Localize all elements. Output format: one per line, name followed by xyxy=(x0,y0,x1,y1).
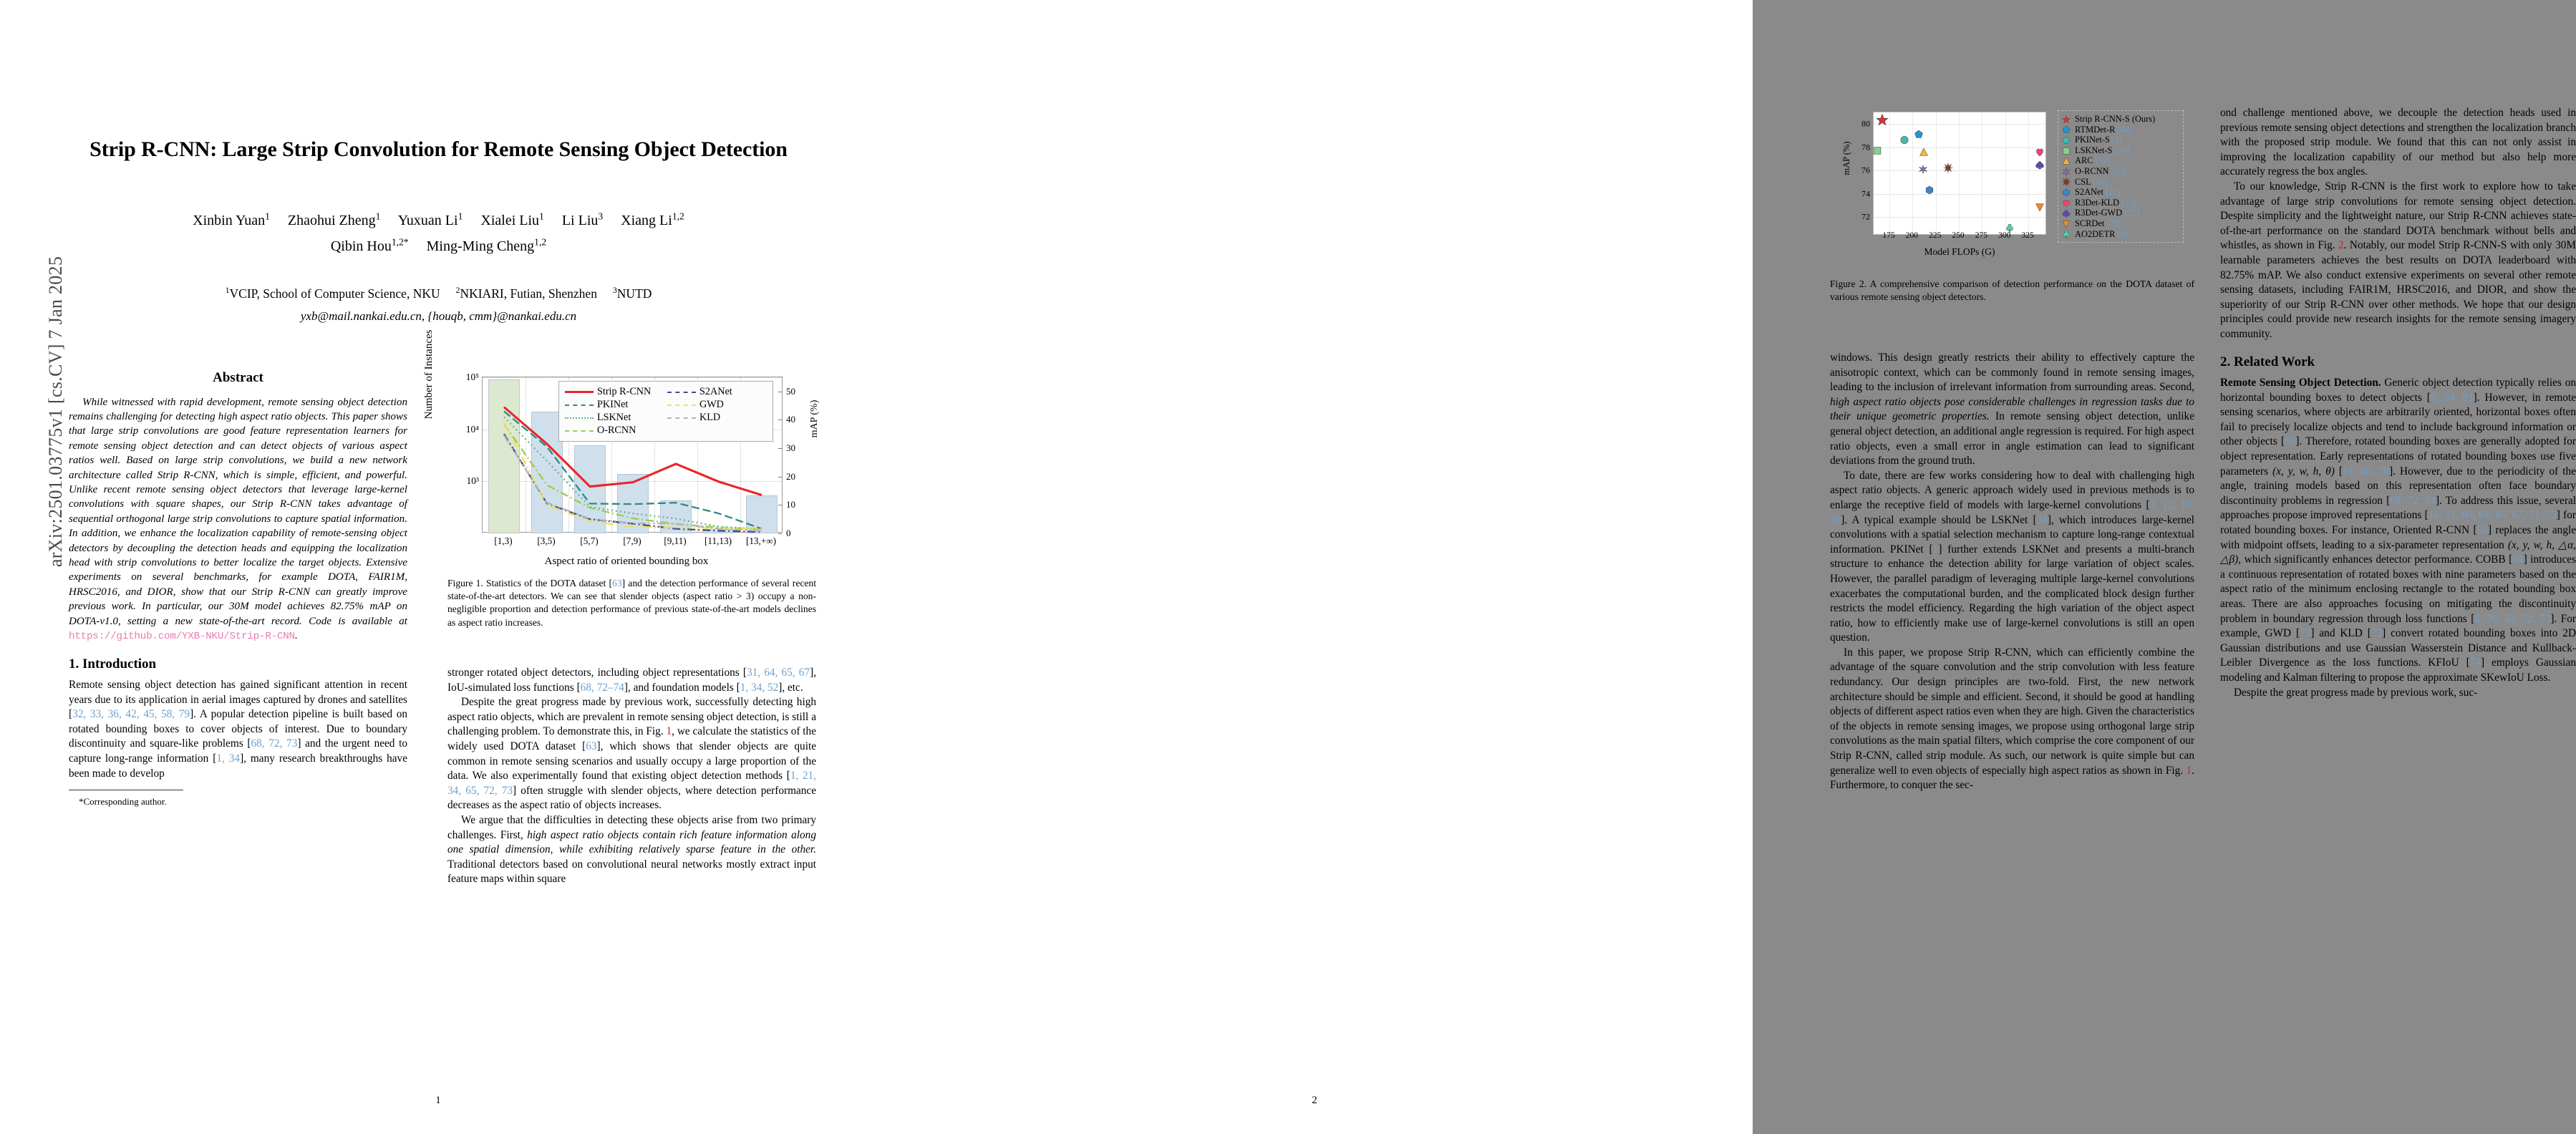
figure-1-legend-label: O-RCNN xyxy=(597,425,636,436)
column-3 xyxy=(1830,351,2194,793)
citation-group[interactable]: [65] xyxy=(2111,165,2126,176)
emphasized-claim: high aspect ratio objects contain rich feature information along one spatial dimension, while exhibiting relatively sparse feature in the other. xyxy=(447,828,816,856)
figure-2-legend-marker xyxy=(2062,135,2071,145)
figure-2-legend-item xyxy=(2062,229,2179,240)
citation-group[interactable]: [34] xyxy=(2114,145,2130,155)
figure-2-legend-marker xyxy=(2062,188,2071,197)
page-title: Strip R-CNN: Large Strip Convolution for Remote Sensing Object Detection xyxy=(89,137,788,161)
figure-2-data-point xyxy=(1899,135,1909,148)
citation-group[interactable]: 63 xyxy=(612,578,622,588)
figure-2-legend-item xyxy=(2062,177,2179,188)
figure-2-x-tick: 250 xyxy=(1952,231,1965,240)
figure-2-legend-marker xyxy=(2062,219,2071,228)
citation-group[interactable]: 1, 34 xyxy=(216,752,241,765)
figure-2-x-tick: 225 xyxy=(1929,231,1942,240)
figure-reference[interactable]: 1 xyxy=(2186,764,2192,777)
citation-group[interactable]: 11, 40, 70 xyxy=(2342,465,2390,478)
figure-1-plot-area xyxy=(423,329,820,570)
figure-1-y-tick-right: 0 xyxy=(786,528,791,538)
column-2 xyxy=(447,666,816,887)
figure-2-data-point xyxy=(2035,203,2044,215)
figure-2-legend-item xyxy=(2062,155,2179,166)
figure-1-legend-item xyxy=(565,425,664,437)
figure-1-legend-item xyxy=(667,412,767,424)
figure-2-legend-item xyxy=(2062,208,2179,218)
abstract-text-tail: . xyxy=(294,630,298,642)
figure-2-legend-item xyxy=(2062,135,2179,145)
citation-group[interactable]: 1 xyxy=(1932,543,1939,556)
figure-2-x-tick: 300 xyxy=(1998,231,2011,240)
author-6: Qibin Hou$^{1,2*}$ xyxy=(330,236,409,254)
author-4: Li Liu$^3$ xyxy=(561,210,604,228)
figure-2-legend-marker xyxy=(2062,125,2071,134)
legend-spacer xyxy=(667,425,767,437)
citation-group[interactable]: 68, 72–74 xyxy=(580,681,624,694)
abstract-body xyxy=(69,395,407,644)
figure-1-legend xyxy=(558,381,773,442)
col3-paragraph-2: To date, there are few works considering how to deal with challenging high aspect ratio objects. A generic approach widely used in previous methods is to enlarge the receptive field of models with large-kernel convolutions [3, 12, 13, 38]. A typical example should be LSKNet [34], which introduces large-kernel convolutions with a spatial selection mechanism to capture long-range contextual information. PKINet [1] further extends LSKNet and presents a multi-branch structure to enhance the detection ability for large variation of object scales. However, the parallel paradigm of leveraging multiple large-kernel convolutions exacerbates the computational burden, and the complicated block design further restricts the model efficiency. Regarding the high variation of the object aspect ratio, how to efficiently make use of large-kernel convolutions is still an open question. xyxy=(1830,469,2194,644)
figure-2-data-point xyxy=(1919,147,1928,160)
author-1: Zhaohui Zheng$^1$ xyxy=(287,210,381,228)
code-url-link[interactable]: https://github.com/YXB-NKU/Strip-R-CNN xyxy=(69,631,295,643)
figure-2-legend-marker xyxy=(2062,177,2071,186)
figure-2-legend-marker xyxy=(2062,198,2071,208)
figure-1-legend-label: Strip R-CNN xyxy=(597,386,652,397)
figure-1-legend-item xyxy=(565,386,664,398)
intro-paragraph-1: Remote sensing object detection has gained significant attention in recent years due to its application in aerial images captured by drones and satellites [32, 33, 36, 42, 45, 58, 79]. A popular detection pipeline is built based on rotated bounding boxes to cover objects of interest. Due to boundary discontinuity and square-like problems [68, 72, 73] and the urgent need to capture long-range information [1, 34], many research breakthroughs have been made to develop xyxy=(69,679,408,780)
grid-line xyxy=(1936,112,1937,234)
figure-2-y-tick: 76 xyxy=(1861,165,1870,175)
figure-2-legend-marker xyxy=(2062,229,2071,238)
figure-1-legend-swatch xyxy=(565,404,594,406)
figure-1-legend-label: KLD xyxy=(699,412,721,423)
figure-2-data-point xyxy=(1914,130,1924,142)
figure-reference[interactable]: 2 xyxy=(2338,239,2344,252)
figure-2-data-point xyxy=(1876,114,1888,130)
figure-1-legend-swatch xyxy=(667,392,696,393)
figure-2-legend-label: RTMDet-R [44] xyxy=(2075,124,2133,135)
tick-mark xyxy=(778,533,782,534)
figure-2-legend-item xyxy=(2062,125,2179,135)
col3-paragraph-1: windows. This design greatly restricts their ability to effectively capture the anisotropic context, which can be commonly found in remote sensing images, leading to the inclusion of irrelevant information from surrounding areas. Second, high aspect ratio objects pose considerable challenges in regression tasks due to their unique geometric properties. In remote sensing object detection, unlike general object detection, an additional angle regression is required. For high aspect ratio objects, even a small error in angle estimation can lead to significant deviations from the ground truth. xyxy=(1830,352,2194,467)
figure-2-data-point xyxy=(1873,146,1882,159)
figure-1-x-axis-label: Aspect ratio of oriented bounding box xyxy=(544,556,709,567)
figure-2-axes xyxy=(1861,112,2046,235)
figure-1 xyxy=(423,329,820,629)
figure-1-y-tick-right: 10 xyxy=(786,499,795,510)
citation-group[interactable]: 16, 31, 60, 64, 65, 67, 71, 75 xyxy=(2428,509,2557,522)
page-number-right: 2 xyxy=(1312,1095,1317,1106)
col2-paragraph-2: Despite the great progress made by previous work, successfully detecting high aspect ratio objects, which are prevalent in remote sensing object detection, is still a challenging problem. To demonstrate this, in Fig. 1, we calculate the statistics of the widely used DOTA dataset [63], which shows that slender objects are quite common in remote sensing scenarios and usually occupy a large proportion of the data. We also experimentally found that existing object detection methods [1, 21, 34, 65, 72, 73] often struggle with slender objects, where detection performance decreases as the aspect ratio of objects increases. xyxy=(447,696,817,812)
figure-1-x-tick: [3,5) xyxy=(537,536,556,546)
figure-1-x-tick: [11,13) xyxy=(704,536,732,546)
col4-paragraph-1: ond challenge mentioned above, we decouple the detection heads used in previous remote sensing object detections and strengthen the localization branch with the proposed strip module. We found that this can not only assist in improving the localization capability of our method but also help more accurately regress the box angles. xyxy=(2220,107,2576,178)
figure-1-legend-label: LSKNet xyxy=(597,412,631,423)
figure-1-legend-swatch xyxy=(565,417,594,419)
col2-paragraph-3: We argue that the difficulties in detecting these objects arise from two primary challenges. First, high aspect ratio objects contain rich feature information along one spatial dimension, while exhibiting relatively sparse feature in the other. Traditional detectors based on convolutional neural networks mostly extract input feature maps within square xyxy=(447,813,816,886)
figure-1-y-tick-left: 10⁴ xyxy=(465,423,479,435)
author-2: Yuxuan Li$^1$ xyxy=(397,210,463,228)
citation-group[interactable]: 64 xyxy=(2512,553,2524,566)
figure-1-caption: Figure 1. Statistics of the DOTA dataset [63] and the detection performance of several recent state-of-the-art detectors. We can see that slender objects (aspect ratio > 3) occupy a non-negligible proportion and detection performance of previous state-of-the-art models declines as aspect ratio increases. xyxy=(447,578,816,628)
math-expression: (x, y, w, h, θ) xyxy=(2272,465,2335,478)
citation-group[interactable]: 73 xyxy=(2371,627,2383,640)
contact-emails: yxb@mail.nankai.edu.cn, {houqb, cmm}@nankai.edu.cn xyxy=(300,309,577,323)
figure-1-y-axis-label-left: Number of Instances xyxy=(423,329,435,420)
figure-2-x-tick: 325 xyxy=(2021,231,2034,240)
subsection-lead-in: Remote Sensing Object Detection. xyxy=(2220,377,2381,389)
figure-2-legend-label: R3Det-GWD [72] xyxy=(2075,208,2139,218)
figure-2-y-tick: 72 xyxy=(1861,211,1870,222)
related-work-paragraph: Remote Sensing Object Detection. Generic object detection typically relies on horizontal bounding boxes to detect objects [5, 54, 81]. However, in remote sensing scenarios, where objects are arbitrarily oriented, horizontal boxes often fail to precisely localize objects and tend to include background information or other objects [63]. Therefore, rotated bounding boxes are generally adopted for object representation. Early representations of rotated bounding boxes use five parameters (x, y, w, h, θ) [11, 40, 70]. However, due to the periodicity of the angle, training models based on this representation often face boundary discontinuity problems in regression [68, 72, 74]. To address this issue, several approaches propose improved representations [16, 31, 60, 64, 65, 67, 71, 75] for rotated bounding boxes. For instance, Oriented R-CNN [65] replaces the angle with midpoint offsets, leading to a six-parameter representation (x, y, w, h, △α, △β), which significantly enhances detector performance. COBB [64] introduces a continuous representation of rotated boxes with nine parameters based on the aspect ratio of the minimum enclosing rectangle to the rotated bounding box areas. There are also approaches focusing on mitigating the discontinuity problem in boundary regression through loss functions [8, 26, 53, 72, 73]. For example, GWD [72] and KLD [73] convert rotated bounding boxes into 2D Gaussian distributions and use Gaussian Wasserstein Distance and Kullback-Leibler Divergence as the loss functions. KFIoU [74] employs Gaussian modeling and Kalman filtering to propose the approximate SKewIoU Loss. xyxy=(2220,377,2576,684)
citation-group[interactable]: [73] xyxy=(2121,197,2136,208)
page-number-left: 1 xyxy=(435,1095,441,1106)
citation-group[interactable]: 3, 12, 13, 38 xyxy=(1830,498,2194,526)
figure-2-legend-marker xyxy=(2062,146,2071,155)
author-5: Xiang Li$^{1,2}$ xyxy=(621,210,684,228)
figure-1-legend-label: PKINet xyxy=(597,399,629,410)
figure-2-y-tick: 78 xyxy=(1861,142,1870,152)
author-list xyxy=(61,208,816,259)
citation-group[interactable]: 72 xyxy=(2300,627,2311,640)
figure-1-y-tick-left: 10⁵ xyxy=(465,372,479,382)
section-heading-introduction: 1. Introduction xyxy=(69,656,157,672)
footnote-corresponding-author: *Corresponding author. xyxy=(79,796,167,808)
figure-2-legend-marker xyxy=(2062,167,2071,176)
figure-2-legend-marker xyxy=(2062,115,2071,124)
author-7: Ming-Ming Cheng$^{1,2}$ xyxy=(426,236,547,254)
figure-1-y-tick-left: 10³ xyxy=(466,475,479,487)
figure-2-legend-marker xyxy=(2062,208,2071,218)
figure-1-x-tick: [7,9) xyxy=(623,536,641,546)
figure-2-legend-label: ARC [52] xyxy=(2075,155,2111,166)
author-3: Xialei Liu$^1$ xyxy=(480,210,544,228)
abstract-heading: Abstract xyxy=(213,370,263,385)
figure-1-x-tick: [9,11) xyxy=(664,536,687,546)
figure-2-data-point xyxy=(1918,165,1927,178)
affiliation-0: $^1$VCIP, School of Computer Science, NKU xyxy=(225,285,440,301)
figure-2-plot-area xyxy=(1830,106,2194,271)
figure-2-x-tick: 200 xyxy=(1905,231,1918,240)
figure-2-legend-item xyxy=(2062,166,2179,177)
col2-paragraph-continued: stronger rotated object detectors, including object representations [31, 64, 65, 67], IoU-simulated loss functions [68, 72–74], and foundation models [1, 34, 52], etc. xyxy=(447,667,817,694)
column-1 xyxy=(69,371,407,810)
citation-group[interactable]: 34 xyxy=(2036,513,2048,526)
figure-1-y-tick-right: 30 xyxy=(786,442,795,454)
figure-2-legend-label: O-RCNN [65] xyxy=(2075,165,2126,176)
author-0: Xinbin Yuan$^1$ xyxy=(193,210,270,228)
citation-group[interactable]: 5, 54, 81 xyxy=(2430,391,2474,404)
citation-group[interactable]: [9] xyxy=(2117,228,2128,239)
citation-group[interactable]: 8, 26, 53, 72, 73 xyxy=(2474,612,2551,625)
figure-2-x-tick: 175 xyxy=(1882,231,1895,240)
figure-1-y-tick-right: 40 xyxy=(786,414,795,425)
figure-1-y-axis-label-right: mAP (%) xyxy=(809,399,820,438)
citation-group[interactable]: 65 xyxy=(2476,524,2488,537)
citation-group[interactable]: 63 xyxy=(2285,435,2296,448)
figure-1-y-tick-right: 50 xyxy=(786,385,795,397)
figure-1-legend-label: S2ANet xyxy=(699,386,732,397)
grid-line xyxy=(2028,112,2029,234)
citation-group[interactable]: 31, 64, 65, 67 xyxy=(746,667,810,679)
figure-2-y-tick: 80 xyxy=(1861,118,1870,129)
figure-1-legend-item xyxy=(565,399,664,411)
citation-group[interactable]: 68, 72, 74 xyxy=(2390,494,2436,507)
affiliation-1: $^2$NKIARI, Futian, Shenzhen xyxy=(455,285,597,301)
citation-group[interactable]: [44] xyxy=(2117,124,2133,135)
figure-1-x-tick: [13,+∞) xyxy=(745,536,777,546)
citation-group[interactable]: [68] xyxy=(2093,176,2108,187)
figure-2-data-point xyxy=(1924,185,1934,198)
section-heading-related-work: 2. Related Work xyxy=(2220,354,2315,369)
figure-1-legend-item xyxy=(667,386,767,398)
figure-2-legend-label: CSL [68] xyxy=(2075,176,2108,187)
figure-2-legend xyxy=(2058,110,2184,243)
citation-group[interactable]: 1, 21, 34, 65, 72, 73 xyxy=(447,770,817,797)
affiliation-2: $^3$NUTD xyxy=(612,285,652,301)
figure-2-legend-label: R3Det-KLD [73] xyxy=(2075,197,2136,208)
figure-1-x-tick: [5,7) xyxy=(580,536,599,546)
col4-paragraph-2: To our knowledge, Strip R-CNN is the first work to explore how to take advantage of large strip convolutions for remote sensing object detection. Despite simplicity and the lightweight nature, our Strip R-CNN achieves state-of-the-art performance on the standard DOTA benchmark without bells and whistles, as shown in Fig. 2. Notably, our model Strip R-CNN-S with only 30M learnable parameters achieves the best results on DOTA leaderboard with 82.75% mAP. We also conduct extensive experiments on several other remote sensing datasets, including FAIR1M, HRSC2016, and DIOR, and show the superiority of our Strip R-CNN over other methods. We hope that our design principles could provide new research insights for the remote sensing imagery community. xyxy=(2220,180,2576,340)
figure-2 xyxy=(1830,106,2194,304)
figure-1-x-tick: [1,3) xyxy=(494,536,513,546)
citation-group[interactable]: 32, 33, 36, 42, 45, 58, 79 xyxy=(72,708,190,721)
col3-paragraph-3: In this paper, we propose Strip R-CNN, which can efficiently combine the advantage of the square convolution and the strip convolution with less feature redundancy. Our design principles are two-fold. First, the new network architecture should be simple and efficient. Second, it should be good at handling objects of different aspect ratios even when they are high. Given the characteristics of the objects in remote sensing images, we propose using orthogonal large strip convolutions as the main spatial filters, which comprise the core component of our Strip R-CNN, called strip module. As such, our network is quite simple but can generalize well to even objects of especially high aspect ratios as shown in Fig. 1. Furthermore, to conquer the sec- xyxy=(1830,646,2194,792)
citation-group[interactable]: 74 xyxy=(2469,656,2481,669)
grid-line xyxy=(2005,112,2006,234)
citation-group[interactable]: 1, 34, 52 xyxy=(740,681,779,694)
figure-2-data-point xyxy=(1943,163,1952,176)
citation-group[interactable]: 63 xyxy=(586,740,597,752)
figure-2-legend-marker xyxy=(2062,156,2071,165)
figure-2-legend-item xyxy=(2062,198,2179,208)
figure-1-legend-swatch xyxy=(565,430,594,432)
emphasized-claim: high aspect ratio objects pose considerable challenges in regression tasks due to their unique geometric properties. xyxy=(1830,395,2194,423)
figure-2-x-tick: 275 xyxy=(1975,231,1988,240)
figure-2-legend-label: LSKNet-S [34] xyxy=(2075,145,2130,155)
figure-2-legend-item xyxy=(2062,187,2179,198)
figure-1-legend-swatch xyxy=(667,417,696,419)
citation-group[interactable]: [21] xyxy=(2106,187,2121,198)
figure-2-x-axis-label: Model FLOPs (G) xyxy=(1924,246,1995,257)
citation-group[interactable]: [70] xyxy=(2106,218,2122,228)
abstract-text: While witnessed with rapid development, remote sensing object detection remains challenging for detecting high aspect ratio objects. This paper shows that large strip convolutions are good feature representation learners for remote sensing object detection and can detect objects of various aspect ratios well. Based on large strip convolutions, we build a new network architecture called Strip R-CNN, which is simple, efficient, and powerful. Unlike recent remote sensing object detectors that leverage large-kernel convolutions with square shapes, our Strip R-CNN takes advantage of sequential orthogonal large strip convolutions to capture spatial information. In addition, we enhance the localization capability of remote-sensing object detectors by decoupling the detection heads and equipping the localization head with strip convolutions to better localize the target objects. Extensive experiments on several benchmarks, for example DOTA, FAIR1M, HRSC2016, and DIOR, show that our Strip R-CNN can greatly improve previous work. In particular, our 30M model achieves 82.75% mAP on DOTA-v1.0, setting a new state-of-the-art record. Code is available at xyxy=(69,396,407,627)
figure-1-legend-swatch xyxy=(565,391,594,393)
figure-2-legend-label: PKINet-S [1] xyxy=(2075,135,2123,145)
citation-group[interactable]: [52] xyxy=(2095,155,2111,166)
figure-2-y-tick: 74 xyxy=(1861,188,1870,199)
page-left xyxy=(0,0,876,1134)
grid-line xyxy=(1912,112,1913,234)
figure-1-legend-item xyxy=(667,399,767,411)
figure-2-legend-label: SCRDet [70] xyxy=(2075,218,2122,228)
figure-2-data-point xyxy=(2035,147,2044,160)
figure-reference[interactable]: 1 xyxy=(666,725,672,738)
figure-2-legend-item xyxy=(2062,145,2179,156)
grid-line xyxy=(1959,112,1960,234)
citation-group[interactable]: 68, 72, 73 xyxy=(251,737,298,750)
citation-group[interactable]: [1] xyxy=(2111,135,2123,145)
figure-2-legend-item xyxy=(2062,114,2179,125)
figure-1-legend-item xyxy=(565,412,664,424)
page-right xyxy=(876,0,2576,1134)
affiliations xyxy=(61,283,816,327)
figure-2-caption: Figure 2. A comprehensive comparison of detection performance on the DOTA dataset of various remote sensing object detectors. xyxy=(1830,278,2194,303)
figure-2-legend-label: S2ANet [21] xyxy=(2075,187,2121,198)
col4-paragraph-last: Despite the great progress made by previous work, suc- xyxy=(2234,686,2478,699)
figure-1-legend-swatch xyxy=(667,404,696,406)
figure-2-y-axis-label: mAP (%) xyxy=(1841,141,1851,175)
figure-2-data-point xyxy=(2035,160,2044,173)
grid-line xyxy=(1889,112,1890,234)
arxiv-identifier-stamp: arXiv:2501.03775v1 [cs.CV] 7 Jan 2025 xyxy=(45,256,66,568)
figure-2-legend-label: AO2DETR [9] xyxy=(2075,228,2128,239)
column-4 xyxy=(2220,106,2576,700)
citation-group[interactable]: [72] xyxy=(2124,208,2139,218)
figure-2-legend-item xyxy=(2062,218,2179,229)
math-expression: (x, y, w, h, △α, △β) xyxy=(2220,538,2576,566)
figure-1-y-tick-right: 20 xyxy=(786,470,795,482)
figure-1-legend-label: GWD xyxy=(699,399,724,410)
figure-2-legend-label: Strip R-CNN-S (Ours) xyxy=(2075,114,2156,124)
